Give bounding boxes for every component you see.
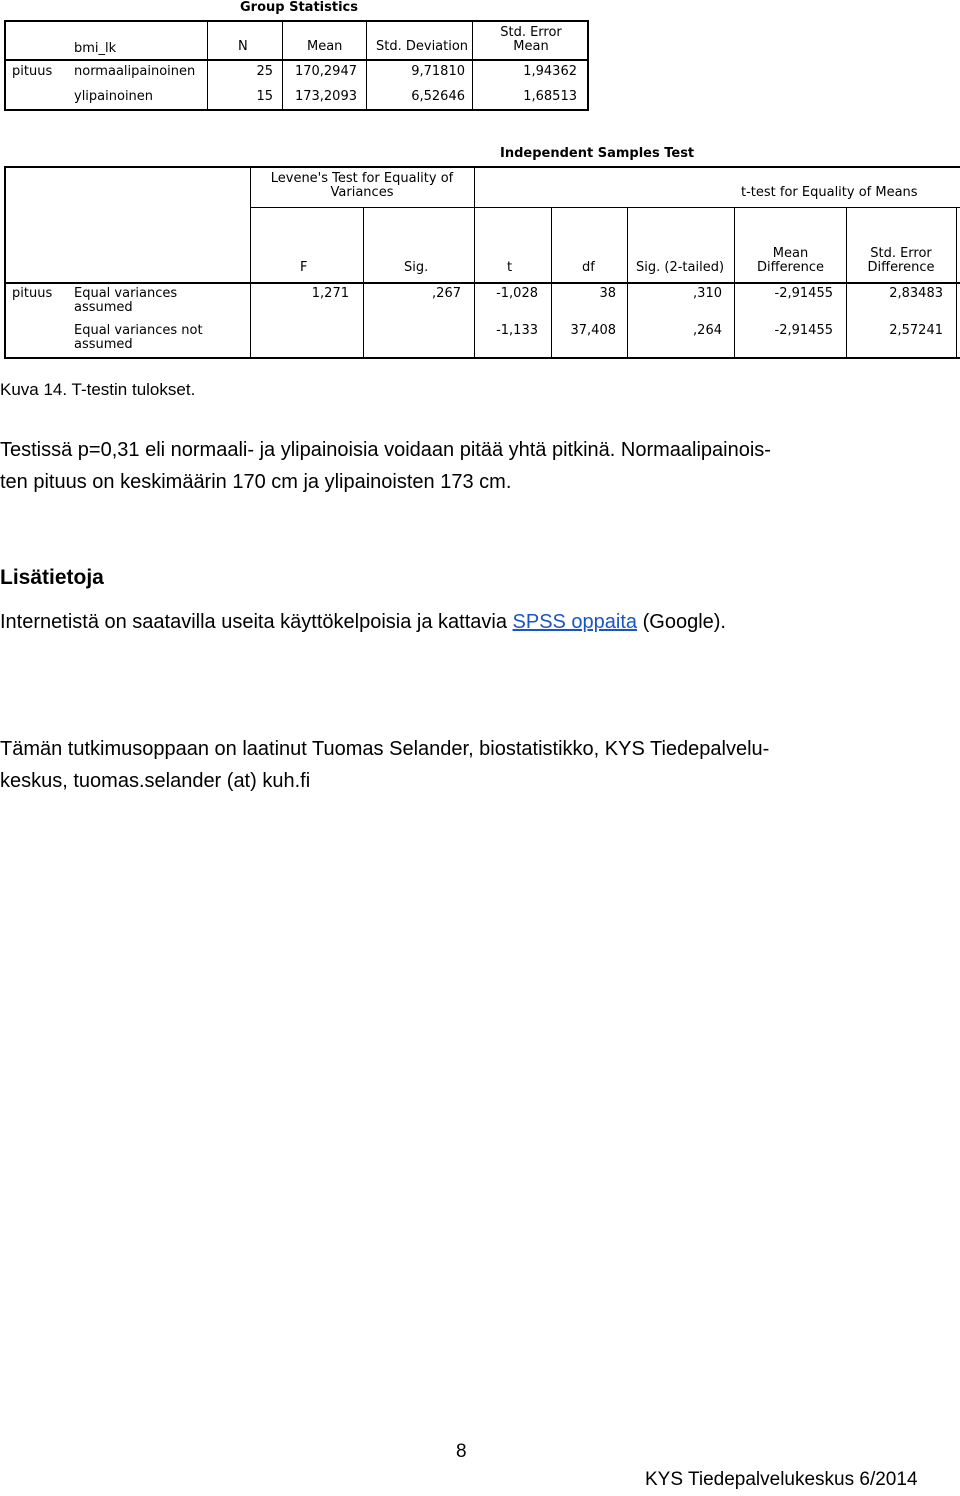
table-cell-n: 25 (256, 64, 273, 79)
column-t: t (507, 260, 513, 275)
paragraph-line: keskus, tuomas.selander (at) kuh.fi (0, 770, 311, 792)
table-cell-df: 37,408 (570, 323, 616, 338)
table-cell-t: -1,133 (496, 323, 538, 338)
column-f: F (300, 260, 308, 275)
group-statistics-title: Group Statistics (240, 0, 358, 15)
column-se-diff-line2: Difference (867, 260, 935, 275)
header-std-error-line2: Mean (513, 39, 549, 54)
table-cell-t: -1,028 (496, 286, 538, 301)
table-cell-sig2: ,264 (693, 323, 722, 338)
paragraph-line: Testissä p=0,31 eli normaali- ja ylipainoisia voidaan pitää yhtä pitkinä. Normaalipainois- (0, 439, 771, 461)
levene-header-line2: Variances (330, 185, 394, 200)
header-bmi-lk: bmi_lk (74, 41, 117, 56)
column-mean-diff-line2: Difference (756, 260, 825, 275)
paragraph-with-link (0, 606, 726, 638)
paragraph-line: Tämän tutkimusoppaan on laatinut Tuomas Selander, biostatistikko, KYS Tiedepalvelu- (0, 738, 770, 760)
column-sig-2tailed: Sig. (2-tailed) (636, 260, 725, 275)
section-heading: Lisätietoja (0, 566, 104, 589)
levene-header-line1: Levene's Test for Equality of (270, 171, 454, 186)
row-label-line2: assumed (74, 337, 133, 352)
table-cell-sd: 6,52646 (411, 89, 465, 104)
spss-guides-link[interactable]: SPSS oppaita (512, 611, 638, 633)
footer-text: KYS Tiedepalvelukeskus 6/2014 (645, 1469, 918, 1490)
page-number: 8 (456, 1441, 467, 1462)
independent-samples-title: Independent Samples Test (500, 146, 695, 161)
paragraph-line: ten pituus on keskimäärin 170 cm ja ylipainoisten 173 cm. (0, 471, 512, 493)
table-cell-se-diff: 2,83483 (889, 286, 943, 301)
column-df: df (582, 260, 595, 275)
row-label-line2: assumed (74, 300, 133, 315)
table-cell-mean: 173,2093 (294, 89, 357, 104)
row-label-line1: Equal variances not (74, 323, 203, 338)
table-cell-se: 1,68513 (523, 89, 577, 104)
row-label-line1: Equal variances (74, 286, 178, 301)
figure-caption: Kuva 14. T-testin tulokset. (0, 380, 196, 399)
paragraph-text: (Google). (637, 611, 726, 633)
table-cell-mean-diff: -2,91455 (774, 323, 833, 338)
table-cell-df: 38 (599, 286, 616, 301)
table-cell-se: 1,94362 (523, 64, 577, 79)
table-cell-f: 1,271 (311, 286, 349, 301)
table-cell-mean: 170,2947 (294, 64, 357, 79)
variable-label: pituus (12, 64, 53, 79)
column-sig: Sig. (404, 260, 429, 275)
table-cell-mean-diff: -2,91455 (774, 286, 833, 301)
header-std-deviation: Std. Deviation (376, 39, 469, 54)
table-cell-sig2: ,310 (693, 286, 722, 301)
table-row-group: ylipainoinen (74, 89, 154, 104)
header-n: N (238, 39, 248, 54)
table-row-group: normaalipainoinen (74, 64, 196, 79)
header-mean: Mean (307, 39, 343, 54)
table-cell-n: 15 (256, 89, 273, 104)
column-se-diff-line1: Std. Error (870, 246, 932, 261)
table-cell-sig: ,267 (432, 286, 461, 301)
ttest-header: t-test for Equality of Means (741, 185, 918, 200)
header-std-error-line1: Std. Error (500, 25, 562, 40)
table-cell-se-diff: 2,57241 (889, 323, 943, 338)
column-mean-diff-line1: Mean (772, 246, 809, 261)
paragraph-text: Internetistä on saatavilla useita käyttökelpoisia ja kattavia (0, 611, 513, 633)
variable-label: pituus (12, 286, 53, 301)
table-cell-sd: 9,71810 (411, 64, 465, 79)
